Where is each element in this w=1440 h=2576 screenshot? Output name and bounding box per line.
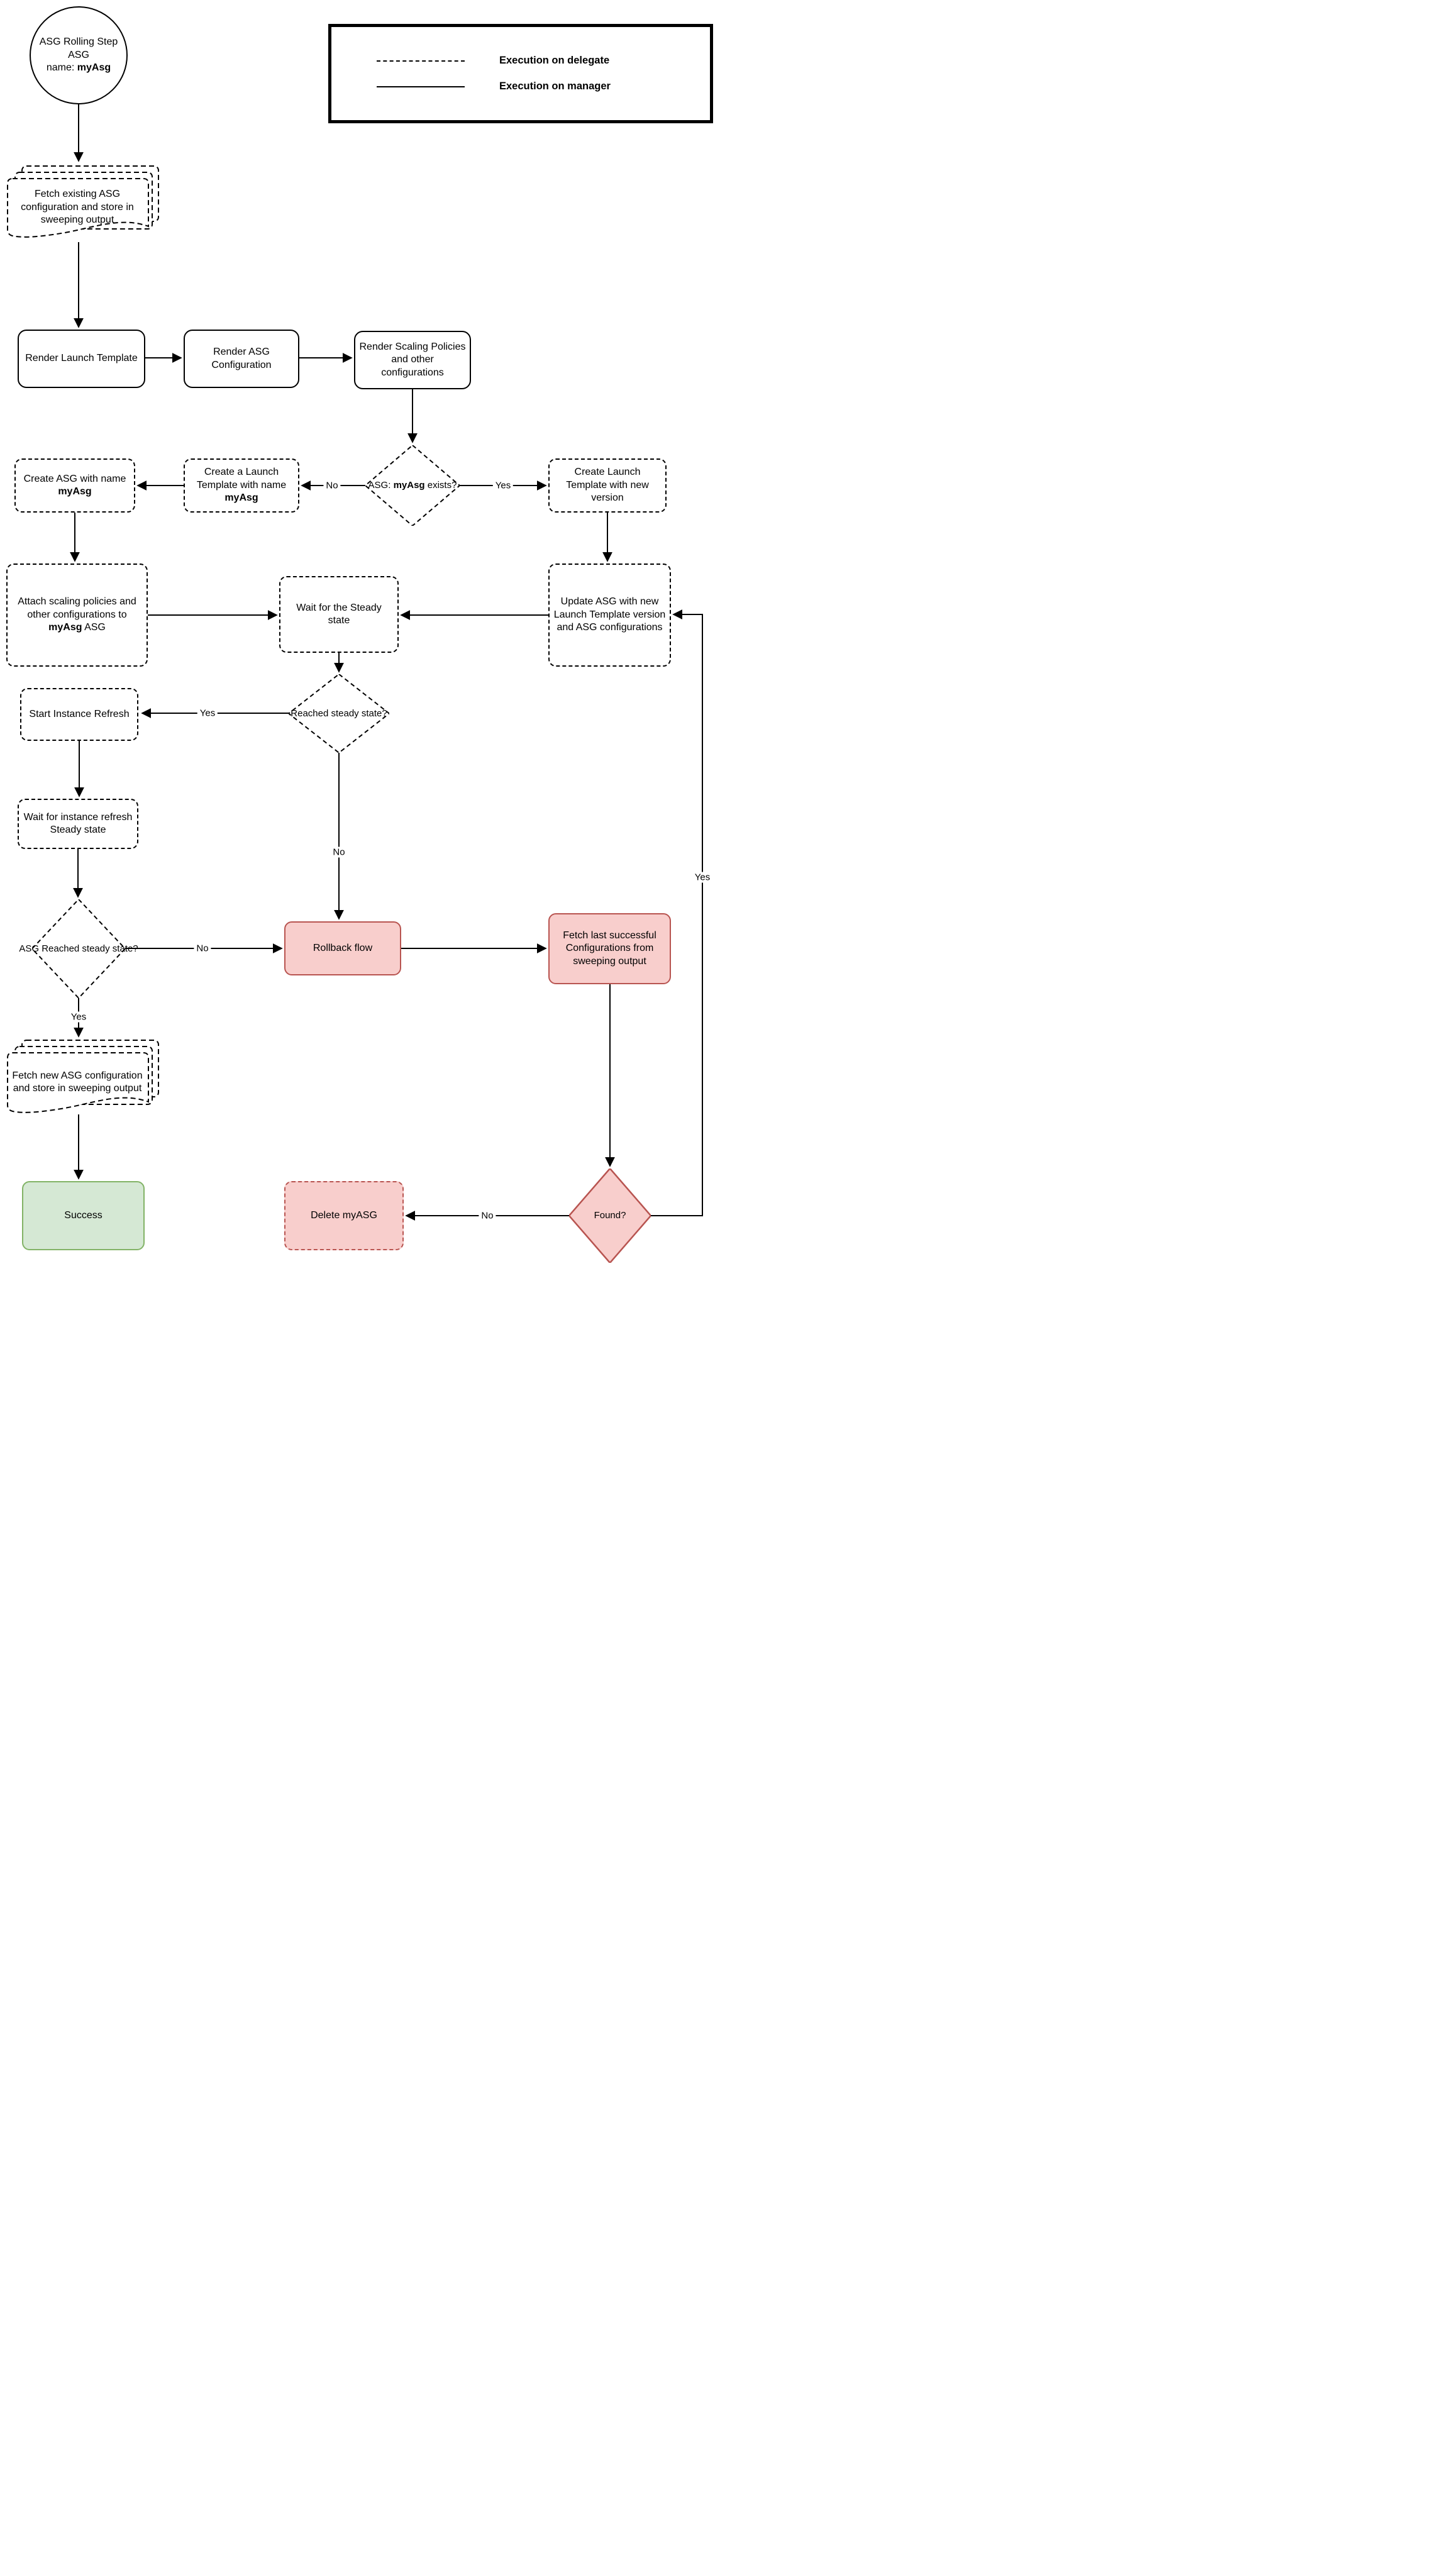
create-launch-template-new-version-node: Create Launch Template with new version [548, 458, 667, 513]
render-scaling-policies-node: Render Scaling Policies and other configurations [354, 331, 471, 389]
start-node-line3: name: myAsg [46, 62, 111, 74]
start-instance-refresh-node: Start Instance Refresh [20, 688, 138, 741]
edge-label-asg-reached-yes: Yes [69, 1012, 89, 1023]
fetch-last-successful-node: Fetch last successful Configurations from sweeping output [548, 913, 671, 984]
asg-reached-steady-state-decision-label: ASG Reached steady state? [19, 943, 138, 954]
fetch-existing-config-label: Fetch existing ASG configuration and store in sweeping output [21, 189, 134, 226]
legend-manager-label: Execution on manager [499, 80, 611, 92]
render-launch-template-node: Render Launch Template [18, 330, 145, 388]
render-asg-configuration-node: Render ASG Configuration [184, 330, 299, 388]
attach-scaling-policies-node: Attach scaling policies and other configurations to myAsg ASG [6, 564, 148, 667]
edge-label-asg-reached-no: No [194, 943, 211, 954]
found-decision-label: Found? [594, 1210, 626, 1221]
update-asg-node: Update ASG with new Launch Template version and ASG configurations [548, 564, 671, 667]
create-launch-template-node: Create a Launch Template with name myAsg [184, 458, 299, 513]
legend-delegate-label: Execution on delegate [499, 55, 610, 66]
delete-myasg-node: Delete myASG [284, 1181, 404, 1250]
wait-steady-state-node: Wait for the Steady state [279, 576, 399, 653]
fetch-new-config-label: Fetch new ASG configuration and store in sweeping output [12, 1070, 143, 1094]
success-node: Success [22, 1181, 145, 1250]
asg-exists-decision-label: ASG: myAsg exists? [368, 480, 457, 491]
create-asg-node: Create ASG with name myAsg [14, 458, 135, 513]
start-node-line2: ASG [68, 49, 89, 60]
edge-label-reached-yes: Yes [197, 708, 218, 719]
edge-label-exists-yes: Yes [493, 480, 513, 491]
wait-instance-refresh-node: Wait for instance refresh Steady state [18, 799, 138, 849]
start-node-line1: ASG Rolling Step [39, 36, 118, 48]
edge-label-reached-no: No [330, 847, 347, 858]
edge-label-found-yes: Yes [692, 872, 712, 883]
reached-steady-state-decision-label: Reached steady state? [291, 708, 387, 719]
edge-label-exists-no: No [323, 480, 340, 491]
edge-label-found-no: No [479, 1211, 496, 1221]
start-node [30, 6, 128, 104]
rollback-flow-node: Rollback flow [284, 921, 401, 975]
